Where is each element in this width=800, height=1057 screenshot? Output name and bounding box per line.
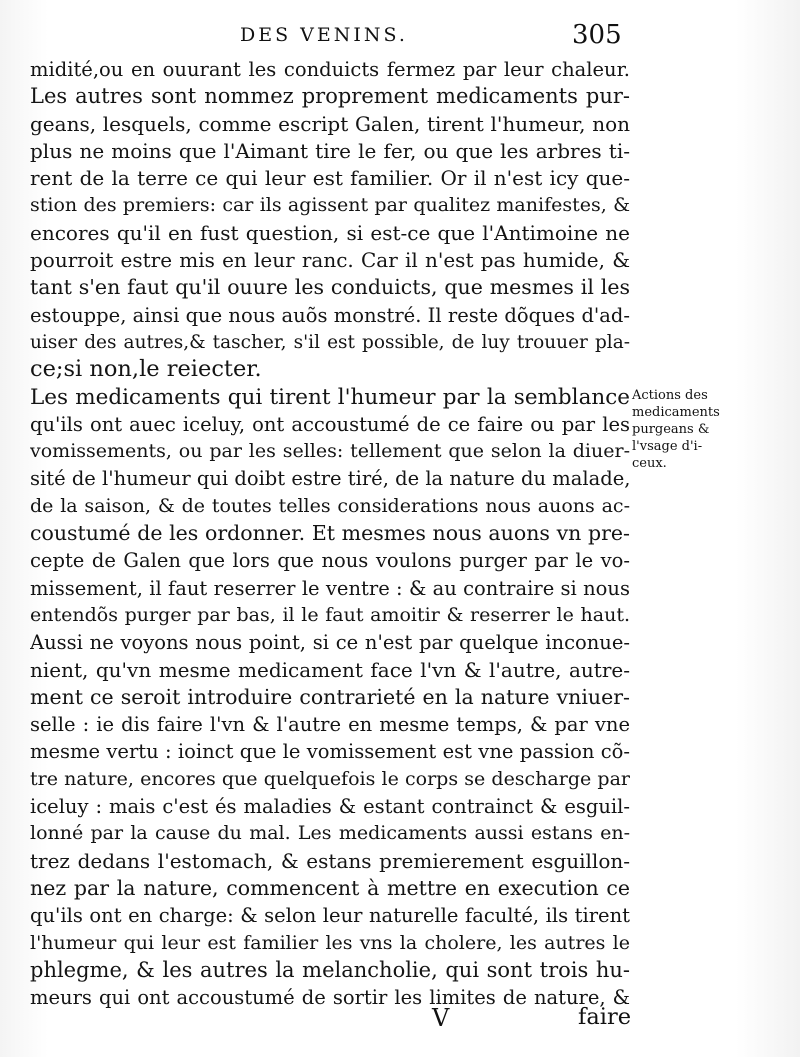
text-line: trez dedans l'estomach, & estans premierement esguillon- — [30, 848, 630, 873]
running-head: DES VENINS. — [240, 24, 408, 46]
text-line: cepte de Galen que lors que nous voulons purger par le vo- — [30, 549, 630, 573]
text-line: qu'ils ont en charge: & selon leur naturelle faculté, ils tirent — [30, 904, 630, 928]
text-line: tant s'en faut qu'il ouure les conduicts, que mesmes il les — [30, 275, 630, 300]
page-number: 305 — [572, 20, 622, 50]
text-line: midité,ou en ouurant les conduicts fermez par leur chaleur. — [30, 58, 630, 81]
catchword: faire — [578, 1004, 632, 1030]
text-line: nez par la nature, commencent à mettre en execution ce — [30, 875, 630, 900]
text-line: estouppe, ainsi que nous auõs monstré. Il reste dõques d'ad- — [30, 303, 630, 327]
text-line: geans, lesquels, comme escript Galen, tirent l'humeur, non — [30, 111, 630, 136]
margin-note-line: Actions des — [632, 388, 708, 403]
margin-note-line: medicaments — [632, 405, 720, 420]
text-line: rent de la terre ce qui leur est familier. Or il n'est icy que- — [30, 166, 630, 191]
text-line: coustumé de les ordonner. Et mesmes nous auons vn pre- — [30, 521, 630, 546]
text-line: stion des premiers: car ils agissent par qualitez manifestes, & — [30, 194, 630, 217]
text-line: plus ne moins que l'Aimant tire le fer, ou que les arbres ti- — [30, 138, 630, 163]
margin-note-line: ceux. — [632, 456, 667, 471]
text-line: iceluy : mais c'est és maladies & estant contrainct & esguil- — [30, 795, 630, 819]
text-line: Les autres sont nommez proprement medicaments pur- — [30, 84, 630, 109]
text-line: qu'ils ont auec iceluy, ont accoustumé de ce faire ou par les — [30, 412, 630, 436]
signature-mark: V — [432, 1004, 450, 1032]
margin-note — [632, 387, 736, 472]
text-line: missement, il faut reserrer le ventre : & au contraire si nous — [30, 576, 630, 600]
margin-note-line: purgeans & — [632, 422, 710, 437]
text-line: entendõs purger par bas, il le faut amoitir & reserrer le haut. — [30, 603, 630, 626]
text-line: meurs qui ont accoustumé de sortir les limites de nature, & — [30, 986, 630, 1010]
text-line: l'humeur qui leur est familier les vns la cholere, les autres le — [30, 931, 630, 954]
text-line: vomissements, ou par les selles: tellement que selon la diuer- — [30, 440, 630, 463]
text-line: ment ce seroit introduire contrarieté en la nature vniuer- — [30, 684, 630, 709]
text-line: mesme vertu : ioinct que le vomissement est vne passion cõ- — [30, 740, 630, 764]
text-line: lonné par la cause du mal. Les medicaments aussi estans en- — [30, 822, 630, 845]
text-line: tre nature, encores que quelquefois le corps se descharge par — [30, 767, 630, 790]
text-line: selle : ie dis faire l'vn & l'autre en mesme temps, & par vne — [30, 713, 630, 737]
text-line: phlegme, & les autres la melancholie, qui sont trois hu- — [30, 957, 630, 982]
main-text-block — [30, 56, 630, 1011]
text-line: nient, qu'vn mesme medicament face l'vn & l'autre, autre- — [30, 657, 630, 682]
text-line: uiser des autres,& tascher, s'il est possible, de luy trouuer pla- — [30, 331, 630, 353]
text-line: sité de l'humeur qui doibt estre tiré, de la nature du malade, — [30, 467, 630, 491]
text-line: Aussi ne voyons nous point, si ce n'est par quelque inconue- — [30, 631, 630, 655]
text-line: ce;si non,le reiecter. — [30, 356, 262, 383]
text-line: Les medicaments qui tirent l'humeur par la semblance — [30, 384, 630, 410]
text-line: pourroit estre mis en leur ranc. Car il n'est pas humide, & — [30, 248, 630, 273]
margin-note-line: l'vsage d'i- — [632, 439, 703, 454]
text-line: encores qu'il en fust question, si est-ce que l'Antimoine ne — [30, 220, 630, 245]
text-line: de la saison, & de toutes telles considerations nous auons ac- — [30, 494, 630, 517]
